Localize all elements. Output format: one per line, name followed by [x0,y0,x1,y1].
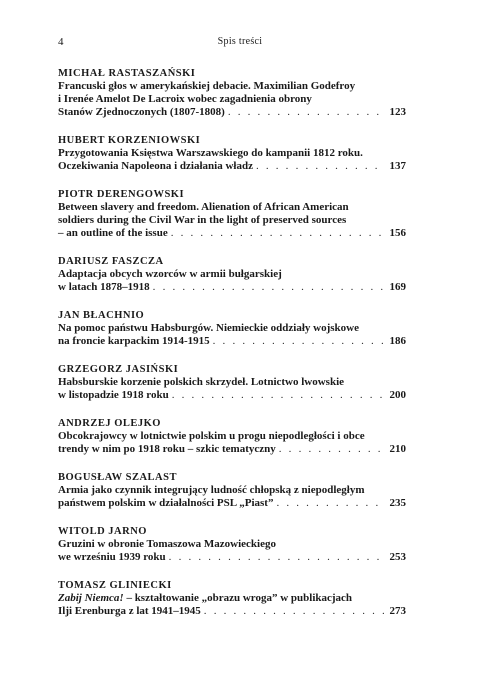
entry-title-last-line [58,497,406,510]
toc-entry [58,188,406,255]
entry-author: GRZEGORZ JASIŃSKI [58,364,179,375]
entry-page-number: 137 [389,160,406,172]
entry-author: PIOTR DERENGOWSKI [58,189,185,200]
dot-leader [273,497,383,510]
toc-entry [58,363,406,417]
entry-title-last-line [58,389,406,402]
entry-title-last-line [58,551,406,564]
dot-leader [225,106,384,119]
entry-author: JAN BŁACHNIO [58,310,145,321]
toc-entry [58,417,406,471]
entry-title-line: trendy w nim po 1918 roku – szkic tematyczny [58,443,276,455]
entry-title-line: Francuski głos w amerykańskiej debacie. Maximilian Godefroy [58,80,356,92]
entry-title-line: Between slavery and freedom. Alienation of African American [58,201,349,213]
entry-author: WITOLD JARNO [58,526,147,537]
entry-page-number: 210 [389,443,406,455]
running-head: Spis treści [217,36,263,47]
entry-title-line: Na pomoc państwu Habsburgów. Niemieckie oddziały wojskowe [58,322,359,334]
entry-title-last-line [58,335,406,348]
page-number: 4 [58,36,64,48]
dot-leader [168,227,384,240]
dot-leader [201,605,384,618]
entry-title-line: na froncie karpackim 1914-1915 [58,335,210,347]
entry-title-line: Adaptacja obcych wzorców w armii bułgarskiej [58,268,282,280]
toc-entry [58,255,406,309]
toc-entry [58,579,406,633]
entry-title-line [58,592,406,605]
entry-author: BOGUSŁAW SZALAST [58,472,177,483]
entry-title-line: w latach 1878–1918 [58,281,150,293]
entry-title-line: we wrześniu 1939 roku [58,551,166,563]
entry-title-line: Stanów Zjednoczonych (1807-1808) [58,106,225,118]
entry-title-line: Gruzini w obronie Tomaszowa Mazowieckiego [58,538,276,550]
entry-title-line: Ilji Erenburga z lat 1941–1945 [58,605,201,617]
entry-author: HUBERT KORZENIOWSKI [58,135,201,146]
toc-entry [58,134,406,188]
toc-entry [58,309,406,363]
table-of-contents [58,67,406,633]
entry-title-last-line [58,160,406,173]
entry-page-number: 186 [389,335,406,347]
entry-title-line: Oczekiwania Napoleona i działania władz [58,160,253,172]
entry-title-line: w listopadzie 1918 roku [58,389,169,401]
dot-leader [276,443,384,456]
dot-leader [150,281,384,294]
dot-leader [210,335,384,348]
toc-entry [58,67,406,134]
entry-title-line: – an outline of the issue [58,227,168,239]
entry-title-line: państwem polskim w działalności PSL „Piast” [58,497,274,509]
entry-page-number: 273 [389,605,406,617]
toc-entry [58,471,406,525]
entry-title-italic: Zabij Niemca! [58,592,124,604]
entry-title-line: Armia jako czynnik integrujący ludność chłopską z niepodległym [58,484,365,496]
entry-title-line: Habsburskie korzenie polskich skrzydeł. Lotnictwo lwowskie [58,376,345,388]
entry-title-last-line [58,605,406,618]
entry-title-last-line [58,281,406,294]
entry-title-line: Obcokrajowcy w lotnictwie polskim u progu niepodległości i obce [58,430,365,442]
entry-author: TOMASZ GLINIECKI [58,580,172,591]
dot-leader [169,389,384,402]
entry-title-line-rest: – kształtowanie „obrazu wroga” w publikacjach [123,592,353,604]
entry-title-line: i Irenée Amelot De Lacroix wobec zagadnienia obrony [58,93,312,105]
entry-title-last-line [58,106,406,119]
entry-page-number: 156 [389,227,406,239]
entry-title-last-line [58,443,406,456]
entry-page-number: 235 [389,497,406,509]
entry-author: ANDRZEJ OLEJKO [58,418,161,429]
dot-leader [253,160,384,173]
entry-author: MICHAŁ RASTASZAŃSKI [58,68,196,79]
entry-title-line: Przygotowania Księstwa Warszawskiego do kampanii 1812 roku. [58,147,363,159]
entry-author: DARIUSZ FASZCZA [58,256,164,267]
entry-title-last-line [58,227,406,240]
entry-page-number: 123 [389,106,406,118]
dot-leader [166,551,384,564]
entry-page-number: 200 [389,389,406,401]
entry-page-number: 253 [389,551,406,563]
entry-title-line: soldiers during the Civil War in the light of preserved sources [58,214,347,226]
entry-page-number: 169 [389,281,406,293]
toc-entry [58,525,406,579]
